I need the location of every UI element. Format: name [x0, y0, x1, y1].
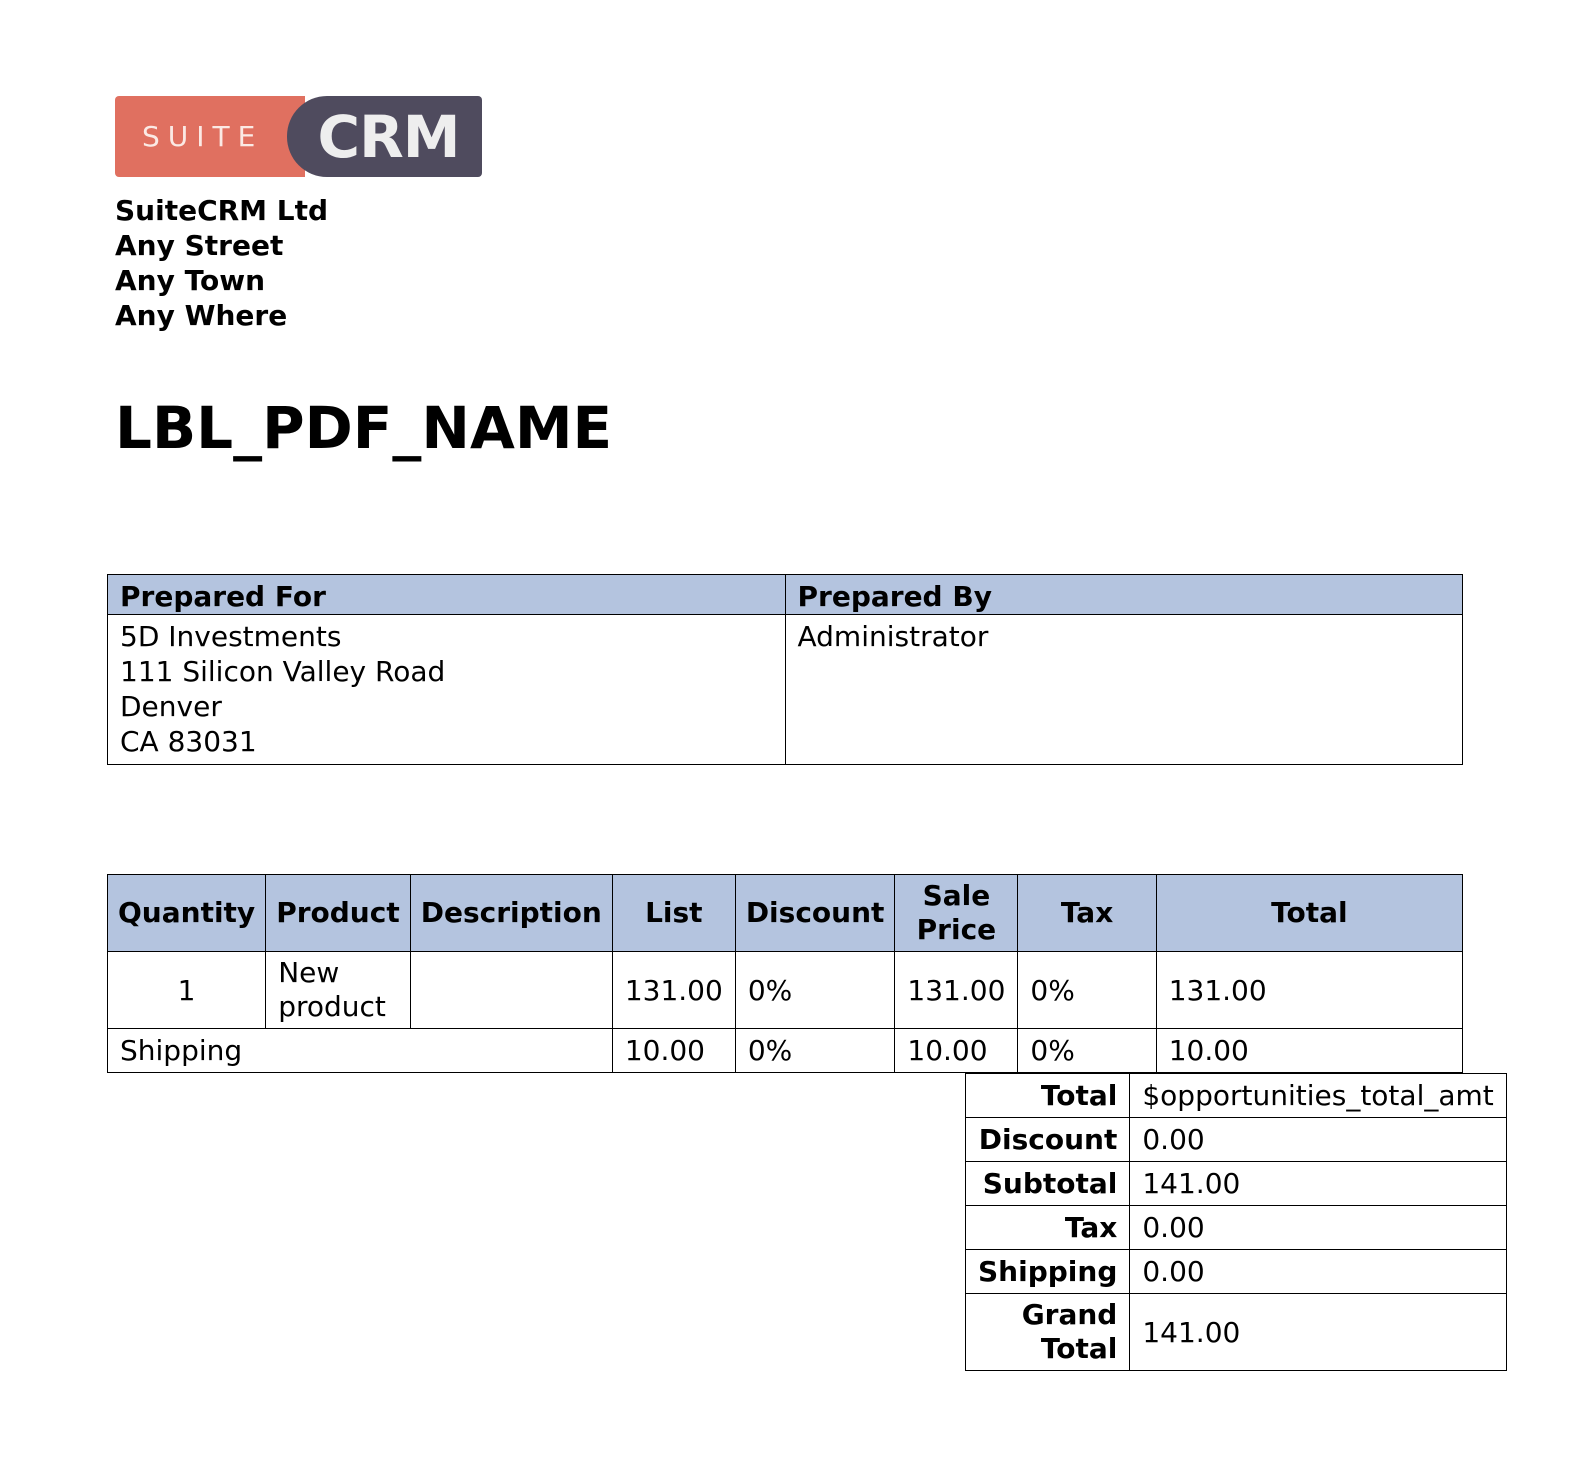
- prepared-body-row: [108, 615, 1463, 765]
- item-discount: 0%: [735, 952, 895, 1029]
- shipping-sale-price: 10.00: [895, 1029, 1018, 1073]
- item-total: 131.00: [1156, 952, 1462, 1029]
- totals-row: [966, 1206, 1507, 1250]
- shipping-tax: 0%: [1018, 1029, 1156, 1073]
- grand-total-label: [966, 1294, 1130, 1371]
- totals-tax-label: Tax: [966, 1206, 1130, 1250]
- shipping-label: Shipping: [108, 1029, 613, 1073]
- totals-discount-label: Discount: [966, 1118, 1130, 1162]
- logo-crm-text: CRM: [317, 102, 460, 171]
- col-tax-header: Tax: [1018, 875, 1156, 952]
- prepared-for-header: Prepared For: [108, 575, 786, 615]
- col-product-header: Product: [266, 875, 411, 952]
- prepared-for-line: 5D Investments: [120, 620, 342, 653]
- company-address: [115, 193, 328, 333]
- col-sale-price-header: [895, 875, 1018, 952]
- logo-suite-part: [115, 96, 305, 177]
- col-description-header: Description: [410, 875, 612, 952]
- item-product-line: product: [278, 990, 386, 1023]
- totals-shipping-label: Shipping: [966, 1250, 1130, 1294]
- company-street: Any Street: [115, 229, 284, 262]
- prepared-for-line: Denver: [120, 690, 222, 723]
- totals-total-value: $opportunities_total_amt: [1130, 1074, 1506, 1118]
- line-items-table: [107, 874, 1463, 1073]
- document-title: LBL_PDF_NAME: [115, 394, 613, 462]
- item-tax: 0%: [1018, 952, 1156, 1029]
- item-quantity: 1: [108, 952, 266, 1029]
- shipping-list: 10.00: [612, 1029, 735, 1073]
- col-total-header: Total: [1156, 875, 1462, 952]
- prepared-for-line: CA 83031: [120, 725, 257, 758]
- item-sale-price: 131.00: [895, 952, 1018, 1029]
- prepared-for-cell: [108, 615, 786, 765]
- table-row: [108, 952, 1463, 1029]
- prepared-by-line: Administrator: [797, 620, 989, 653]
- prepared-table: [107, 574, 1463, 765]
- company-region: Any Where: [115, 299, 288, 332]
- totals-table: [965, 1073, 1507, 1371]
- col-list-header: List: [612, 875, 735, 952]
- prepared-by-cell: [785, 615, 1463, 765]
- company-logo: [115, 96, 482, 177]
- totals-row: [966, 1074, 1507, 1118]
- totals-row: [966, 1162, 1507, 1206]
- col-discount-header: Discount: [735, 875, 895, 952]
- col-quantity-header: Quantity: [108, 875, 266, 952]
- item-list: 131.00: [612, 952, 735, 1029]
- items-header-row: [108, 875, 1463, 952]
- sale-price-header-line: Sale: [922, 879, 991, 912]
- totals-row: [966, 1118, 1507, 1162]
- totals-subtotal-value: 141.00: [1130, 1162, 1506, 1206]
- prepared-header-row: [108, 575, 1463, 615]
- company-name: SuiteCRM Ltd: [115, 194, 329, 227]
- prepared-by-header: Prepared By: [785, 575, 1463, 615]
- logo-crm-part: [287, 96, 482, 177]
- logo-suite-text: SUITE: [142, 120, 264, 153]
- shipping-row: [108, 1029, 1463, 1073]
- item-product: [266, 952, 411, 1029]
- grand-total-row: [966, 1294, 1507, 1371]
- item-description: [410, 952, 612, 1029]
- totals-total-label: Total: [966, 1074, 1130, 1118]
- totals-shipping-value: 0.00: [1130, 1250, 1506, 1294]
- grand-total-label-line: Grand: [1021, 1298, 1118, 1331]
- totals-row: [966, 1250, 1507, 1294]
- company-town: Any Town: [115, 264, 266, 297]
- item-product-line: New: [278, 956, 340, 989]
- sale-price-header-line: Price: [916, 913, 997, 946]
- prepared-for-line: 111 Silicon Valley Road: [120, 655, 446, 688]
- totals-tax-value: 0.00: [1130, 1206, 1506, 1250]
- grand-total-label-line: Total: [1040, 1332, 1118, 1365]
- grand-total-value: 141.00: [1130, 1294, 1506, 1371]
- totals-subtotal-label: Subtotal: [966, 1162, 1130, 1206]
- totals-discount-value: 0.00: [1130, 1118, 1506, 1162]
- shipping-total: 10.00: [1156, 1029, 1462, 1073]
- shipping-discount: 0%: [735, 1029, 895, 1073]
